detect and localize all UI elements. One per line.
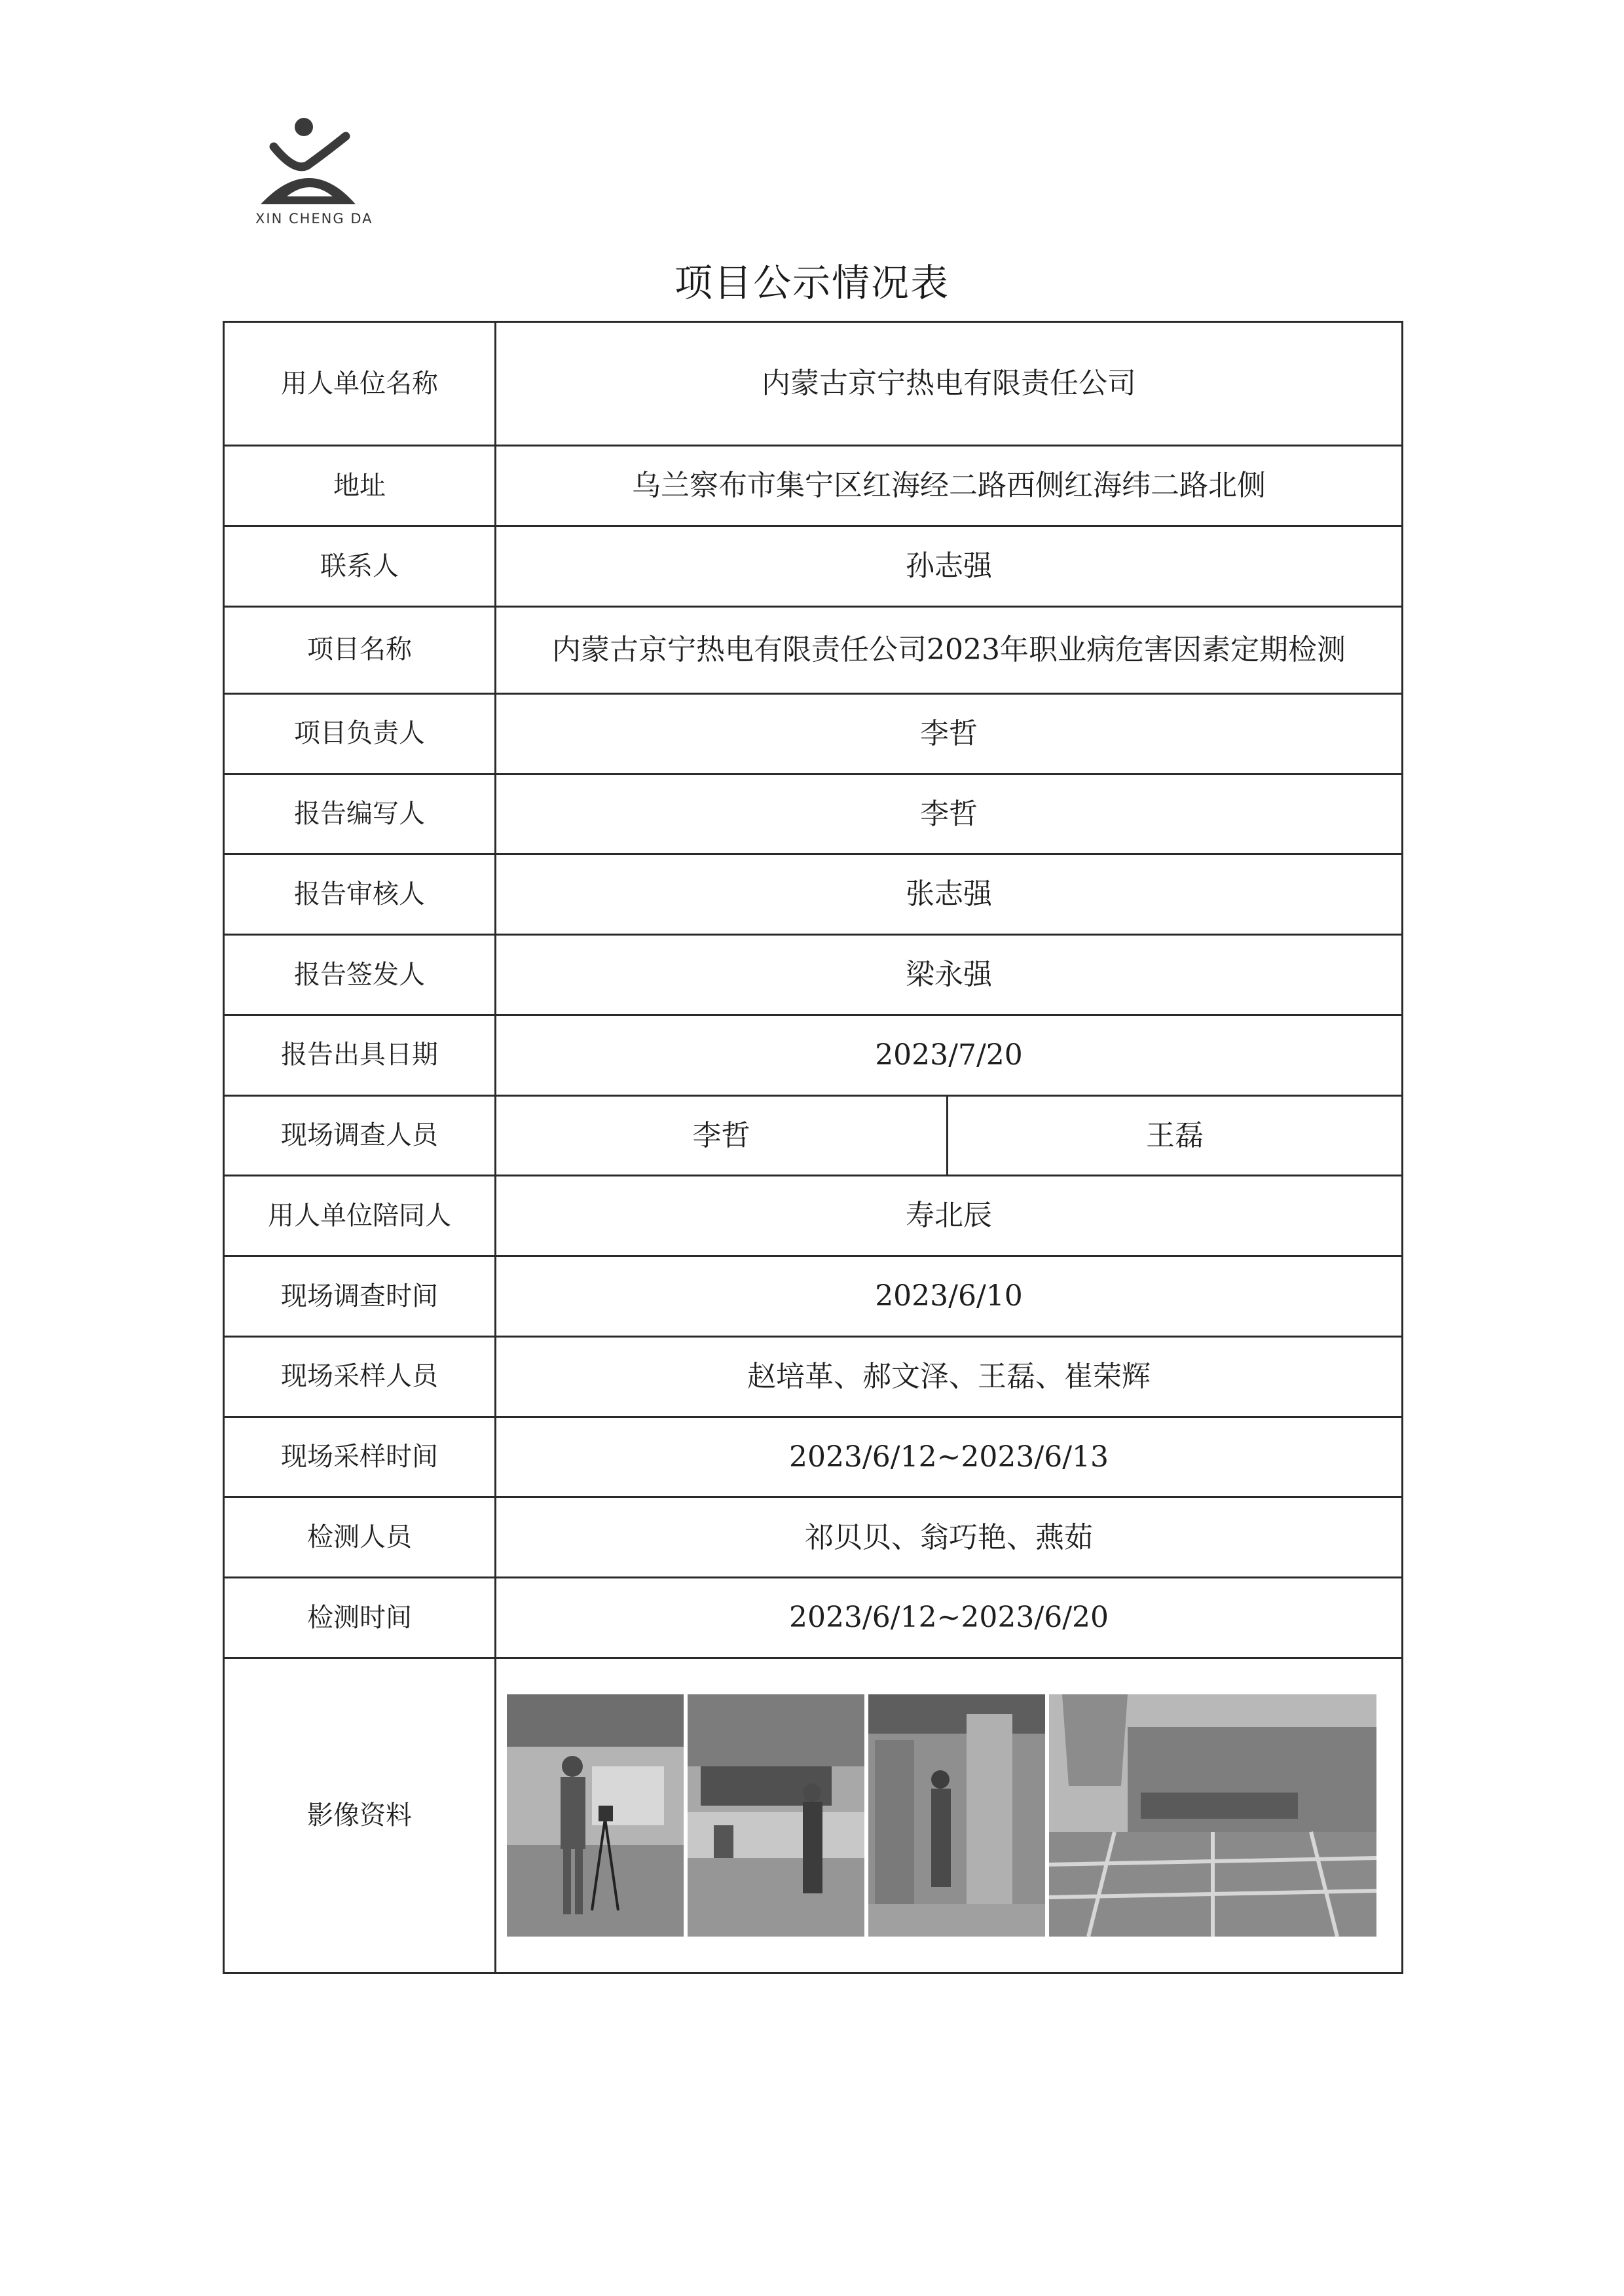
row-value-a: 李哲 <box>496 1095 948 1176</box>
row-label: 现场调查人员 <box>224 1095 496 1176</box>
site-photo-2 <box>688 1694 864 1937</box>
logo-text: XIN CHENG DA <box>255 211 373 227</box>
row-value: 内蒙古京宁热电有限责任公司2023年职业病危害因素定期检测 <box>496 606 1403 693</box>
row-label: 用人单位名称 <box>224 322 496 446</box>
row-label: 联系人 <box>224 526 496 607</box>
row-value: 2023/7/20 <box>496 1015 1403 1095</box>
row-value: 梁永强 <box>496 935 1403 1015</box>
row-value: 内蒙古京宁热电有限责任公司 <box>496 322 1403 446</box>
row-label: 现场调查时间 <box>224 1256 496 1337</box>
table-row <box>224 1176 1403 1256</box>
row-label: 现场采样人员 <box>224 1336 496 1417</box>
row-value: 寿北辰 <box>496 1176 1403 1256</box>
row-value-b: 王磊 <box>948 1095 1403 1176</box>
row-label: 报告编写人 <box>224 774 496 854</box>
table-row <box>224 1256 1403 1337</box>
project-disclosure-table <box>223 321 1403 1974</box>
row-value: 张志强 <box>496 854 1403 935</box>
table-row <box>224 1015 1403 1095</box>
row-label: 影像资料 <box>224 1658 496 1973</box>
row-value: 2023/6/12~2023/6/20 <box>496 1578 1403 1658</box>
site-photo-3 <box>868 1694 1045 1937</box>
row-value: 2023/6/10 <box>496 1256 1403 1337</box>
row-value: 2023/6/12~2023/6/13 <box>496 1417 1403 1497</box>
row-value: 赵培革、郝文泽、王磊、崔荣辉 <box>496 1336 1403 1417</box>
row-label: 报告审核人 <box>224 854 496 935</box>
site-photo-1 <box>507 1694 684 1937</box>
table-row <box>224 1095 1403 1176</box>
row-value: 孙志强 <box>496 526 1403 607</box>
row-value: 李哲 <box>496 693 1403 774</box>
row-value: 祁贝贝、翁巧艳、燕茹 <box>496 1497 1403 1578</box>
row-label: 检测时间 <box>224 1578 496 1658</box>
row-label: 检测人员 <box>224 1497 496 1578</box>
site-photo-4 <box>1049 1694 1376 1937</box>
row-value: 乌兰察布市集宁区红海经二路西侧红海纬二路北侧 <box>496 446 1403 526</box>
table-row <box>224 854 1403 935</box>
table-row <box>224 1578 1403 1658</box>
table-row <box>224 935 1403 1015</box>
row-label: 项目负责人 <box>224 693 496 774</box>
table-row <box>224 322 1403 446</box>
page-title: 项目公示情况表 <box>674 261 950 305</box>
table-row <box>224 774 1403 854</box>
row-label: 地址 <box>224 446 496 526</box>
row-label: 报告签发人 <box>224 935 496 1015</box>
row-label: 现场采样时间 <box>224 1417 496 1497</box>
photo-strip <box>507 1694 1378 1937</box>
photo-cell <box>496 1658 1403 1973</box>
table-row <box>224 1658 1403 1973</box>
table-row <box>224 526 1403 607</box>
table-row <box>224 693 1403 774</box>
table-row <box>224 1417 1403 1497</box>
table-row <box>224 1497 1403 1578</box>
table-row <box>224 1336 1403 1417</box>
row-value: 李哲 <box>496 774 1403 854</box>
row-label: 报告出具日期 <box>224 1015 496 1095</box>
row-label: 项目名称 <box>224 606 496 693</box>
table-row <box>224 606 1403 693</box>
row-label: 用人单位陪同人 <box>224 1176 496 1256</box>
table-row <box>224 446 1403 526</box>
